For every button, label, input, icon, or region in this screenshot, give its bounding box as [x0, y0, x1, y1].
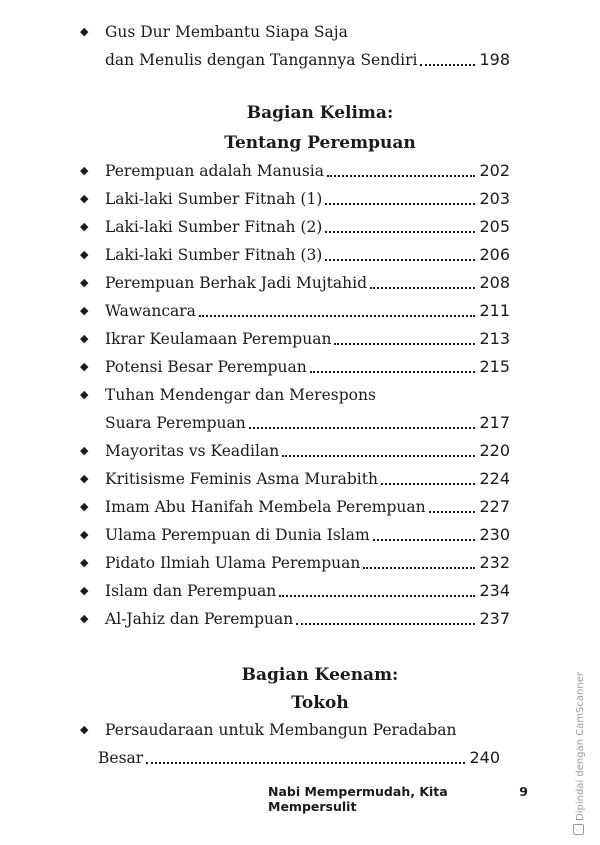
- diamond-bullet-icon: ◆: [80, 248, 89, 261]
- toc-page-number: 205: [479, 217, 510, 236]
- toc-entry-title: Gus Dur Membantu Siapa Saja: [105, 23, 348, 41]
- diamond-bullet-icon: ◆: [80, 500, 89, 513]
- toc-entry-title: Besar: [98, 749, 144, 767]
- leader-dots: [420, 64, 475, 66]
- toc-entry-continuation: [98, 744, 500, 772]
- toc-page-number: 220: [479, 441, 510, 460]
- toc-page-number: 230: [479, 525, 510, 544]
- toc-entry: [80, 185, 510, 213]
- toc-page-number: 224: [479, 469, 510, 488]
- toc-entry-title: Laki-laki Sumber Fitnah (3): [105, 246, 323, 264]
- toc-entry: [80, 521, 510, 549]
- toc-page-number: 202: [479, 161, 510, 180]
- toc-entry: [80, 157, 510, 185]
- toc-entry-title: Mayoritas vs Keadilan: [105, 442, 280, 460]
- leader-dots: [363, 567, 475, 569]
- toc-entry-title: Ikrar Keulamaan Perempuan: [105, 330, 332, 348]
- toc-page-number: 237: [479, 609, 510, 628]
- toc-entry-title: Tuhan Mendengar dan Merespons: [105, 386, 376, 404]
- toc-page-number: 215: [479, 357, 510, 376]
- page-footer: [268, 784, 528, 814]
- diamond-bullet-icon: ◆: [80, 388, 89, 401]
- toc-entry: [80, 269, 510, 297]
- diamond-bullet-icon: ◆: [80, 332, 89, 345]
- toc-page-number: 217: [479, 413, 510, 432]
- toc-entry-continuation: [105, 46, 510, 74]
- leader-dots: [327, 175, 475, 177]
- diamond-bullet-icon: ◆: [80, 612, 89, 625]
- leader-dots: [296, 623, 475, 625]
- diamond-bullet-icon: ◆: [80, 723, 89, 736]
- diamond-bullet-icon: ◆: [80, 304, 89, 317]
- toc-page-number: 203: [479, 189, 510, 208]
- diamond-bullet-icon: ◆: [80, 528, 89, 541]
- diamond-bullet-icon: ◆: [80, 556, 89, 569]
- toc-entry-title: Ulama Perempuan di Dunia Islam: [105, 526, 370, 544]
- leader-dots: [310, 371, 476, 373]
- toc-entry: [80, 465, 510, 493]
- leader-dots: [279, 595, 475, 597]
- diamond-bullet-icon: ◆: [80, 164, 89, 177]
- section-subheading: Tentang Perempuan: [224, 133, 416, 153]
- leader-dots: [325, 231, 475, 233]
- toc-page-number: 198: [479, 50, 510, 69]
- diamond-bullet-icon: ◆: [80, 360, 89, 373]
- toc-entry: [80, 213, 510, 241]
- page-number: 9: [519, 784, 528, 799]
- leader-dots: [249, 427, 476, 429]
- leader-dots: [334, 343, 475, 345]
- toc-entry: [80, 605, 510, 633]
- leader-dots: [373, 539, 476, 541]
- toc-entry: [80, 297, 510, 325]
- toc-entry-title: Persaudaraan untuk Membangun Peradaban: [105, 721, 457, 739]
- toc-entry: [80, 325, 510, 353]
- leader-dots: [282, 455, 475, 457]
- toc-entry-title: Kritisisme Feminis Asma Murabith: [105, 470, 378, 488]
- toc-page-number: 208: [479, 273, 510, 292]
- toc-entry: [80, 493, 510, 521]
- toc-entry-title: Laki-laki Sumber Fitnah (1): [105, 190, 323, 208]
- leader-dots: [146, 762, 465, 764]
- leader-dots: [199, 315, 476, 317]
- toc-entry-continuation: [105, 409, 510, 437]
- toc-page-number: 240: [469, 748, 500, 767]
- diamond-bullet-icon: ◆: [80, 220, 89, 233]
- toc-page-number: 206: [479, 245, 510, 264]
- diamond-bullet-icon: ◆: [80, 25, 89, 38]
- toc-page-number: 211: [479, 301, 510, 320]
- toc-entry-title: Islam dan Perempuan: [105, 582, 277, 600]
- toc-entry-title: Imam Abu Hanifah Membela Perempuan: [105, 498, 426, 516]
- section-subheading: Tokoh: [291, 693, 349, 713]
- scanner-watermark: [573, 672, 586, 835]
- toc-entry: [80, 437, 510, 465]
- toc-entry: [80, 18, 510, 46]
- toc-entry-title: Perempuan Berhak Jadi Mujtahid: [105, 274, 368, 292]
- diamond-bullet-icon: ◆: [80, 276, 89, 289]
- toc-entry: [80, 716, 510, 744]
- toc-entry-title: Wawancara: [105, 302, 196, 320]
- toc-entry-title: Suara Perempuan: [105, 414, 246, 432]
- diamond-bullet-icon: ◆: [80, 472, 89, 485]
- leader-dots: [370, 287, 475, 289]
- toc-page-number: 232: [479, 553, 510, 572]
- section-heading: Bagian Kelima:: [246, 103, 394, 123]
- leader-dots: [429, 511, 476, 513]
- toc-page-number: 227: [479, 497, 510, 516]
- toc-entry-title: Perempuan adalah Manusia: [105, 162, 324, 180]
- toc-entry: [80, 241, 510, 269]
- toc-entry-title: dan Menulis dengan Tangannya Sendiri: [105, 51, 418, 69]
- toc-entry: [80, 549, 510, 577]
- leader-dots: [325, 203, 475, 205]
- camscanner-icon: [573, 824, 584, 835]
- toc-page-number: 213: [479, 329, 510, 348]
- toc-entry: [80, 577, 510, 605]
- leader-dots: [325, 259, 475, 261]
- running-title: Nabi Mempermudah, Kita Mempersulit: [268, 784, 448, 814]
- toc-entry-title: Laki-laki Sumber Fitnah (2): [105, 218, 323, 236]
- leader-dots: [381, 483, 475, 485]
- toc-entry-title: Potensi Besar Perempuan: [105, 358, 307, 376]
- watermark-text: Dipindai dengan CamScanner: [575, 672, 586, 821]
- toc-page-number: 234: [479, 581, 510, 600]
- section-heading: Bagian Keenam:: [241, 665, 399, 685]
- diamond-bullet-icon: ◆: [80, 444, 89, 457]
- toc-entry-title: Pidato Ilmiah Ulama Perempuan: [105, 554, 361, 572]
- toc-entry-title: Al-Jahiz dan Perempuan: [105, 610, 294, 628]
- toc-entry: [80, 381, 510, 409]
- toc-entry: [80, 353, 510, 381]
- bleed-through: [540, 20, 560, 720]
- diamond-bullet-icon: ◆: [80, 192, 89, 205]
- diamond-bullet-icon: ◆: [80, 584, 89, 597]
